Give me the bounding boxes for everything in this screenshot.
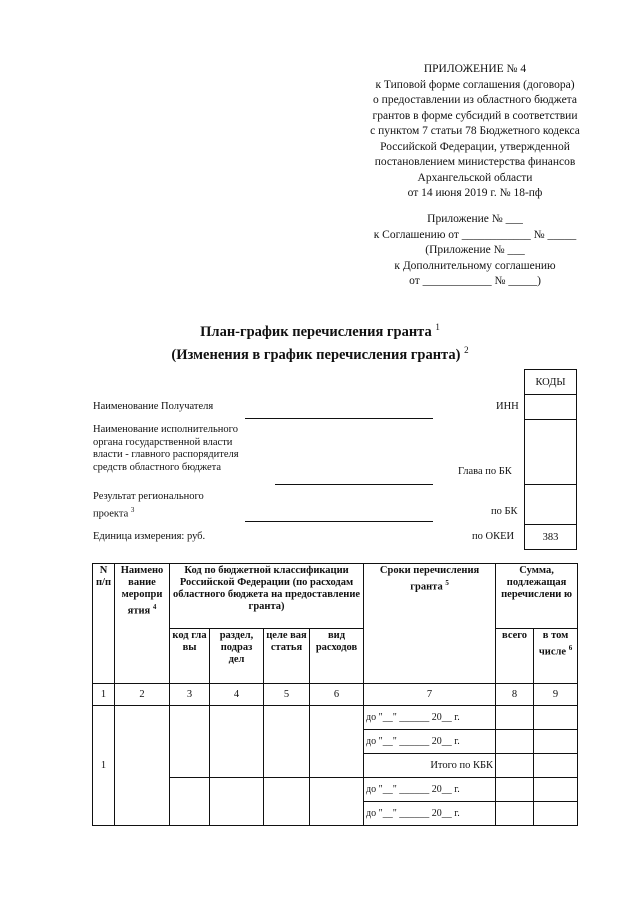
date-cell[interactable]: до "__" ______ 20__ г. — [364, 706, 496, 730]
header-name: Наимено вание меропри ятия $^4$ — [115, 564, 170, 684]
appendix-line: с пунктом 7 статьи 78 Бюджетного кодекса — [370, 125, 580, 137]
pobk-code-cell[interactable] — [525, 485, 577, 525]
appendix-block — [310, 62, 640, 202]
cell-vsego[interactable] — [496, 778, 534, 802]
cell-vtom[interactable] — [534, 706, 578, 730]
col-number: 5 — [264, 684, 310, 706]
annex-block — [310, 212, 640, 290]
inn-code-cell[interactable] — [525, 395, 577, 420]
authority-label: Наименование исполнительного органа государственной власти власти - главного распорядителя средств областного бюджета — [93, 424, 239, 473]
appendix-line: грантов в форме субсидий в соответствии — [372, 109, 578, 122]
cell-razdel[interactable] — [210, 778, 264, 826]
col-number: 4 — [210, 684, 264, 706]
cell-vtom[interactable] — [534, 730, 578, 754]
header-num: N п/п — [93, 564, 115, 684]
okei-code-cell: 383 — [525, 525, 577, 550]
project-label: Результат регионального проекта $^3$ — [93, 491, 204, 520]
cell-vsego[interactable] — [496, 706, 534, 730]
header-sum: Сумма, подлежащая перечислени ю — [496, 564, 578, 629]
header-code-glavy: код гла вы — [170, 629, 210, 684]
appendix-line: Архангельской области — [417, 171, 533, 184]
cell-stat[interactable] — [264, 778, 310, 826]
date-cell[interactable]: до "__" ______ 20__ г. — [364, 802, 496, 826]
header-code: Код по бюджетной классификации Российской Федерации (по расходам областного бюджета на предоставление гранта) — [170, 564, 364, 629]
appendix-line: к Типовой форме соглашения (договора) — [375, 78, 575, 91]
col-number: 7 — [364, 684, 496, 706]
glava-label: Глава по БК — [458, 466, 512, 477]
cell-vtom[interactable] — [534, 754, 578, 778]
date-cell[interactable]: до "__" ______ 20__ г. — [364, 778, 496, 802]
header-vid: вид расходов — [310, 629, 364, 684]
appendix-line: Российской Федерации, утвержденной — [380, 140, 570, 153]
project-underline — [245, 521, 433, 522]
recipient-label: Наименование Получателя — [93, 401, 214, 412]
appendix-line: от 14 июня 2019 г. № 18-пф — [407, 187, 543, 199]
date-cell[interactable]: до "__" ______ 20__ г. — [364, 730, 496, 754]
cell-razdel[interactable] — [210, 706, 264, 778]
annex-line: Приложение № ___ — [427, 213, 523, 225]
codes-header: КОДЫ — [525, 370, 577, 395]
footnote-marker: 3 — [130, 505, 135, 514]
cell-vtom[interactable] — [534, 778, 578, 802]
title-line-2: (Изменения в график перечисления гранта) — [171, 346, 461, 363]
header-vsego: всего — [496, 629, 534, 684]
col-number: 2 — [115, 684, 170, 706]
page-title — [0, 318, 640, 364]
total-kbk-label: Итого по КБК — [364, 754, 496, 778]
col-number: 8 — [496, 684, 534, 706]
col-number: 1 — [93, 684, 115, 706]
cell-vid[interactable] — [310, 778, 364, 826]
schedule-table — [92, 563, 578, 826]
cell-stat[interactable] — [264, 706, 310, 778]
col-number: 6 — [310, 684, 364, 706]
footnote-marker: 2 — [464, 344, 469, 355]
col-number: 9 — [534, 684, 578, 706]
title-line-1: План-график перечисления гранта — [200, 323, 432, 340]
footnote-marker: 1 — [435, 322, 440, 332]
cell-name[interactable] — [115, 706, 170, 826]
recipient-underline — [245, 418, 433, 419]
authority-underline — [275, 484, 433, 485]
col-number: 3 — [170, 684, 210, 706]
cell-code-glavy[interactable] — [170, 706, 210, 778]
cell-vtom[interactable] — [534, 802, 578, 826]
header-terms: Сроки перечисления гранта $^5$ — [364, 564, 496, 684]
inn-label: ИНН — [496, 401, 519, 412]
glava-code-cell[interactable] — [525, 420, 577, 485]
annex-line: от ____________ № _____) — [409, 275, 541, 287]
header-stat: целе вая статья — [264, 629, 310, 684]
annex-line: к Соглашению от ____________ № _____ — [373, 228, 577, 241]
cell-vsego[interactable] — [496, 730, 534, 754]
appendix-line: о предоставлении из областного бюджета — [373, 94, 577, 106]
cell-code-glavy[interactable] — [170, 778, 210, 826]
header-vtom: в том числе $^6$ — [534, 629, 578, 684]
codes-box — [524, 369, 577, 550]
cell-vid[interactable] — [310, 706, 364, 778]
annex-line: к Дополнительному соглашению — [394, 259, 556, 272]
okei-label: по ОКЕИ — [472, 531, 515, 542]
pobk-label: по БК — [491, 506, 518, 517]
row-number: 1 — [93, 706, 115, 826]
appendix-line: постановлением министерства финансов — [374, 156, 576, 168]
cell-vsego[interactable] — [496, 754, 534, 778]
annex-line: (Приложение № ___ — [425, 244, 525, 256]
unit-label: Единица измерения: руб. — [93, 531, 206, 542]
header-razdel: раздел, подраз дел — [210, 629, 264, 684]
appendix-line: ПРИЛОЖЕНИЕ № 4 — [423, 63, 527, 75]
cell-vsego[interactable] — [496, 802, 534, 826]
